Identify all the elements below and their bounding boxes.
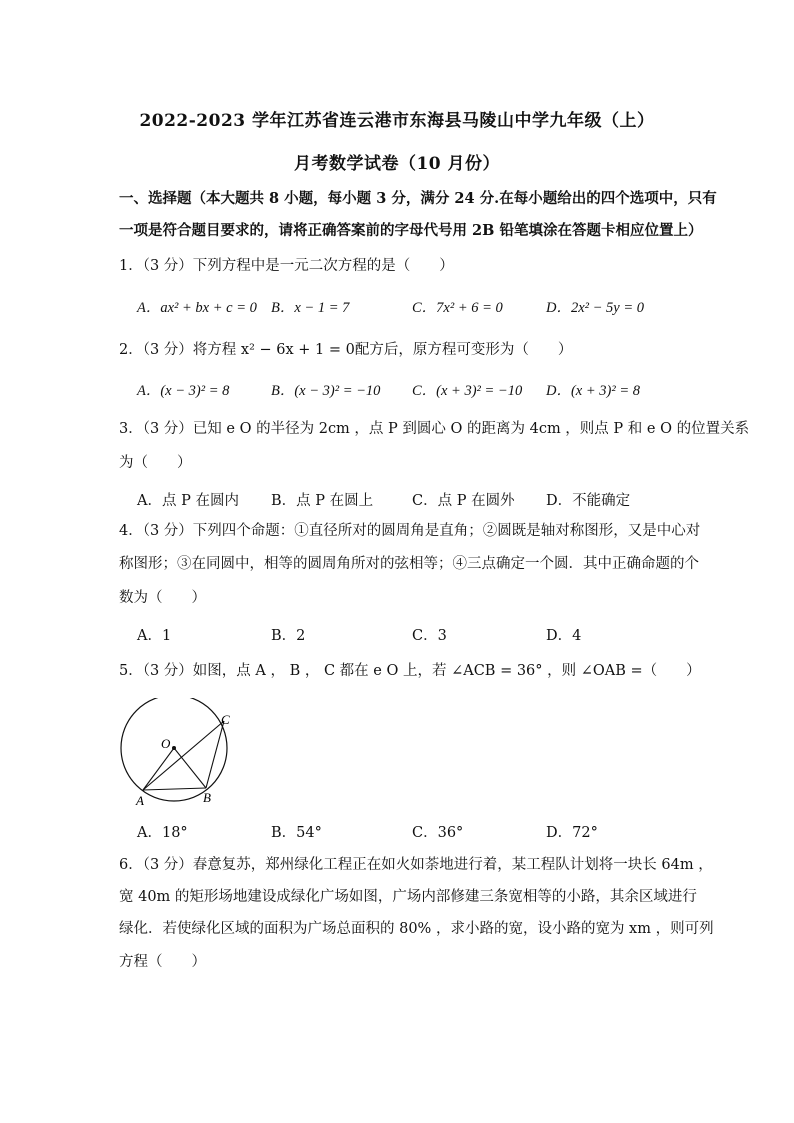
figure-segment-CB xyxy=(206,721,224,788)
question-6-text-line2: 宽 40m 的矩形场地建设成绿化广场如图，广场内部修建三条宽相等的小路，其余区域进行 xyxy=(119,889,697,905)
question-4-option-d: D．4 xyxy=(546,628,582,644)
question-5-option-a: A．18° xyxy=(137,825,188,841)
question-5-option-c: C．36° xyxy=(412,825,464,841)
question-2-option-a: A．(x − 3)² = 8 xyxy=(137,383,230,399)
question-2-option-d: D．(x + 3)² = 8 xyxy=(546,383,640,399)
question-5-text: 5．（3 分）如图，点 A ， B ， C 都在 e O 上，若 ∠ACB = 36° ，则 ∠OAB =（ ） xyxy=(119,663,701,679)
question-3-option-b: B．点 P 在圆上 xyxy=(271,493,374,509)
figure-segment-AB xyxy=(143,788,206,790)
question-3-option-c: C．点 P 在圆外 xyxy=(412,493,515,509)
question-4-option-b: B．2 xyxy=(271,628,306,644)
figure-segment-OA xyxy=(143,748,174,790)
figure-label-O: O xyxy=(161,736,171,751)
question-1-option-c: C．7x² + 6 = 0 xyxy=(412,300,503,316)
figure-segment-OB xyxy=(174,748,206,788)
question-3-text-line1: 3．（3 分）已知 e O 的半径为 2cm ，点 P 到圆心 O 的距离为 4cm ，则点 P 和 e O 的位置关系 xyxy=(119,421,750,437)
question-3-text-line2: 为（ ） xyxy=(119,455,192,471)
question-3-option-d: D．不能确定 xyxy=(546,493,631,509)
question-1-option-a: A．ax² + bx + c = 0 xyxy=(137,300,257,316)
paper-title-line2: 月考数学试卷（10 月份） xyxy=(293,154,501,174)
question-1-option-b: B．x − 1 = 7 xyxy=(271,300,350,316)
question-4-text-line1: 4．（3 分）下列四个命题：①直径所对的圆周角是直角；②圆既是轴对称图形，又是中心对 xyxy=(119,523,701,539)
question-5-option-d: D．72° xyxy=(546,825,598,841)
question-4-text-line2: 称图形；③在同圆中，相等的圆周角所对的弦相等；④三点确定一个圆．其中正确命题的个 xyxy=(119,556,699,572)
figure-label-B: B xyxy=(203,790,211,805)
question-4-text-line3: 数为（ ） xyxy=(119,590,206,606)
figure-label-A: A xyxy=(136,793,144,808)
question-5-option-b: B．54° xyxy=(271,825,322,841)
figure-segment-AC xyxy=(143,721,224,790)
question-2-option-c: C．(x + 3)² = −10 xyxy=(412,383,523,399)
question-2-text: 2．（3 分）将方程 x² − 6x + 1 = 0配方后，原方程可变形为（ ） xyxy=(119,342,573,358)
question-4-option-c: C．3 xyxy=(412,628,447,644)
figure-label-C: C xyxy=(221,712,230,727)
question-3-option-a: A．点 P 在圆内 xyxy=(137,493,239,509)
question-2-option-b: B．(x − 3)² = −10 xyxy=(271,383,381,399)
question-1-option-d: D．2x² − 5y = 0 xyxy=(546,300,645,316)
question-6-text-line3: 绿化．若使绿化区域的面积为广场总面积的 80% ，求小路的宽，设小路的宽为 xm ，则可列 xyxy=(119,921,714,937)
question-1-text: 1．（3 分）下列方程中是一元二次方程的是（ ） xyxy=(119,258,454,274)
question-6-text-line1: 6．（3 分）春意复苏，郑州绿化工程正在如火如荼地进行着，某工程队计划将一块长 64m ， xyxy=(119,857,713,873)
paper-title-line1: 2022-2023 学年江苏省连云港市东海县马陵山中学九年级（上） xyxy=(139,111,655,131)
section-heading-line1: 一、选择题（本大题共 8 小题，每小题 3 分，满分 24 分.在每小题给出的四个选项中，只有 xyxy=(119,190,717,207)
figure-center-point xyxy=(172,746,176,750)
question-4-option-a: A．1 xyxy=(137,628,172,644)
section-heading-line2: 一项是符合题目要求的，请将正确答案前的字母代号用 2B 铅笔填涂在答题卡相应位置上） xyxy=(119,222,703,239)
question-5-circle-figure xyxy=(117,698,247,813)
question-6-text-line4: 方程（ ） xyxy=(119,954,206,970)
